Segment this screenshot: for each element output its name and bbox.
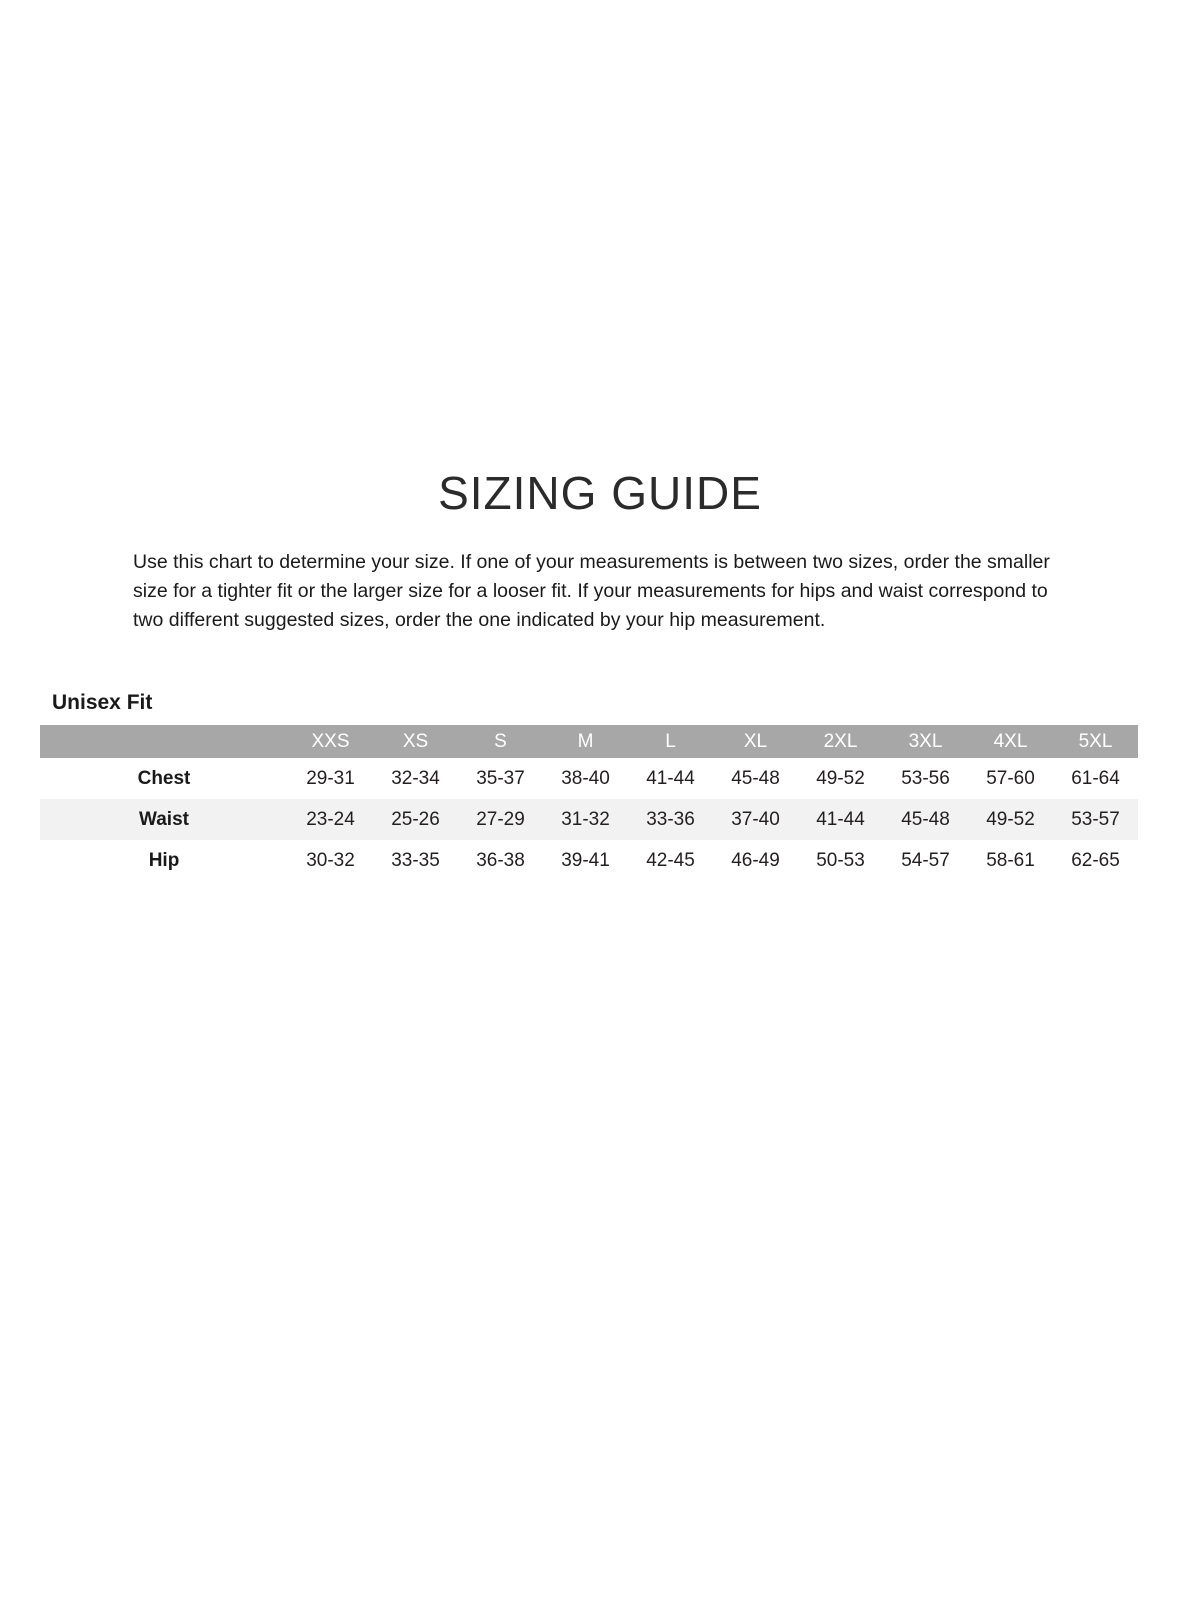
cell-chest-xl: 45-48 — [731, 767, 780, 789]
intro-paragraph: Use this chart to determine your size. If one of your measurements is between two sizes, order the smaller size for a tighter fit or the larger size for a looser fit. If your measurements for hips and waist correspond to two different suggested sizes, order the one indicated by your hip measurement. — [133, 551, 1050, 631]
header-size-3xl: 3XL — [883, 725, 968, 758]
cell-hip-s: 36-38 — [476, 849, 525, 871]
header-size-l: L — [628, 725, 713, 758]
cell-hip-xs: 33-35 — [391, 849, 440, 871]
cell-hip-m: 39-41 — [561, 849, 610, 871]
cell-hip-xxs: 30-32 — [306, 849, 355, 871]
cell-hip-4xl: 58-61 — [986, 849, 1035, 871]
cell-hip-3xl: 54-57 — [901, 849, 950, 871]
cell-waist-3xl: 45-48 — [901, 808, 950, 830]
row-label-hip: Hip — [148, 849, 180, 871]
cell-hip-xl: 46-49 — [731, 849, 780, 871]
header-size-xl: XL — [713, 725, 798, 758]
row-label-chest: Chest — [137, 767, 191, 789]
cell-waist-xxs: 23-24 — [306, 808, 355, 830]
header-size-5xl: 5XL — [1053, 725, 1138, 758]
cell-hip-l: 42-45 — [646, 849, 695, 871]
header-size-m: M — [543, 725, 628, 758]
page-title: SIZING GUIDE — [438, 467, 762, 519]
cell-chest-s: 35-37 — [476, 767, 525, 789]
table-row-waist — [40, 799, 1138, 840]
table-header-row — [40, 725, 1138, 758]
table-row-hip — [40, 840, 1138, 881]
cell-chest-2xl: 49-52 — [816, 767, 865, 789]
cell-chest-m: 38-40 — [561, 767, 610, 789]
cell-chest-4xl: 57-60 — [986, 767, 1035, 789]
section-label-unisex-fit: Unisex Fit — [52, 691, 153, 714]
cell-chest-3xl: 53-56 — [901, 767, 950, 789]
header-size-xxs: XXS — [288, 725, 373, 758]
cell-waist-4xl: 49-52 — [986, 808, 1035, 830]
cell-hip-2xl: 50-53 — [816, 849, 865, 871]
header-size-2xl: 2XL — [798, 725, 883, 758]
cell-hip-5xl: 62-65 — [1071, 849, 1120, 871]
sizing-table — [40, 725, 1138, 881]
cell-waist-xl: 37-40 — [731, 808, 780, 830]
cell-chest-l: 41-44 — [646, 767, 695, 789]
cell-waist-xs: 25-26 — [391, 808, 440, 830]
cell-chest-5xl: 61-64 — [1071, 767, 1120, 789]
cell-waist-s: 27-29 — [476, 808, 525, 830]
cell-waist-l: 33-36 — [646, 808, 695, 830]
cell-waist-m: 31-32 — [561, 808, 610, 830]
header-empty-cell — [40, 725, 288, 758]
row-label-waist: Waist — [139, 808, 189, 830]
header-size-s: S — [458, 725, 543, 758]
header-size-4xl: 4XL — [968, 725, 1053, 758]
cell-chest-xs: 32-34 — [391, 767, 440, 789]
cell-chest-xxs: 29-31 — [306, 767, 355, 789]
header-size-xs: XS — [373, 725, 458, 758]
cell-waist-5xl: 53-57 — [1071, 808, 1120, 830]
cell-waist-2xl: 41-44 — [816, 808, 865, 830]
table-row-chest — [40, 758, 1138, 799]
